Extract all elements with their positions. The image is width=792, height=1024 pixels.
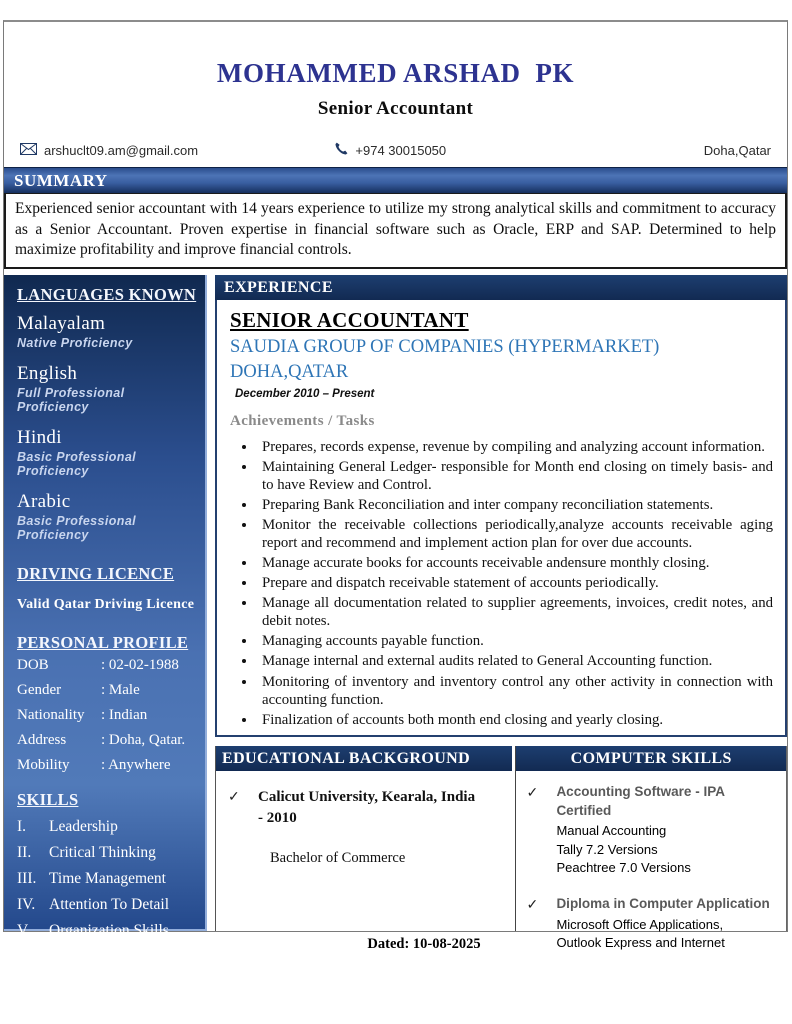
language-item	[17, 313, 197, 350]
check-icon: ✓	[526, 896, 539, 912]
email-icon	[20, 143, 37, 158]
language-item	[17, 363, 197, 414]
tasks-heading: Achievements / Tasks	[230, 412, 375, 429]
skill-item	[17, 818, 197, 836]
profile-row	[17, 657, 197, 674]
contact-row	[4, 142, 787, 158]
skill-label: Organization Skills	[49, 921, 169, 939]
contact-email	[20, 143, 335, 158]
language-name: English	[17, 362, 78, 384]
education-heading: EDUCATIONAL BACKGROUND	[216, 746, 512, 771]
education-detail: Bachelor of Commerce	[270, 850, 406, 867]
education-content	[216, 771, 512, 868]
check-icon: ✓	[526, 783, 539, 800]
skill-item	[17, 870, 197, 888]
experience-bullet: • Maintaining General Ledger- responsible for Month end closing on timely basis- and to have Review and Control.	[257, 458, 773, 494]
languages-heading: LANGUAGES KNOWN	[17, 284, 197, 304]
skill-label: Leadership	[49, 817, 118, 835]
skill-label: Time Management	[49, 869, 166, 887]
profile-label: Address	[17, 731, 67, 748]
cs-group-diploma	[526, 895, 782, 914]
profile-label: Nationality	[17, 706, 85, 723]
experience-company-line1: SAUDIA GROUP OF COMPANIES (HYPERMARKET)	[230, 336, 660, 357]
languages-list	[17, 313, 197, 542]
experience-bullet: • Prepare and dispatch receivable statement of accounts periodically.	[257, 574, 773, 592]
experience-bullet: • Monitoring of inventory and inventory control any other activity in connection with accounting function.	[257, 673, 773, 709]
profile-row	[17, 682, 197, 699]
computer-skills-box	[515, 746, 787, 951]
experience-bullet: • Manage accurate books for accounts receivable andensure monthly closing.	[257, 554, 773, 572]
dated-footer: Dated: 10-08-2025	[367, 936, 481, 952]
driving-text: Valid Qatar Driving Licence	[17, 596, 195, 612]
experience-company-line2: DOHA,QATAR	[230, 362, 349, 383]
language-name: Hindi	[17, 426, 62, 448]
profile-value: : 02-02-1988	[101, 656, 179, 673]
experience-bullet: • Prepares, records expense, revenue by compiling and analyzing account information.	[257, 438, 773, 456]
experience-bullet: • Manage all documentation related to supplier agreements, invoices, credit notes, and debit notes.	[257, 594, 773, 630]
profile-list	[17, 657, 197, 774]
experience-job-title: SENIOR ACCOUNTANT	[230, 307, 469, 332]
contact-location: Doha,Qatar	[703, 142, 771, 158]
experience-bullet: • Manage internal and external audits related to General Accounting function.	[257, 652, 773, 670]
cs-group-title: Accounting Software - IPA Certified	[556, 783, 725, 818]
computer-skills-heading: COMPUTER SKILLS	[516, 746, 786, 771]
skill-numeral: IV.	[17, 895, 36, 913]
education-box	[215, 746, 512, 931]
skill-numeral: III.	[17, 869, 37, 887]
experience-heading: EXPERIENCE	[215, 275, 787, 300]
profile-heading: PERSONAL PROFILE	[17, 632, 189, 652]
cs-group-items	[556, 822, 782, 877]
experience-bullets	[230, 438, 773, 729]
profile-row	[17, 757, 197, 774]
skill-item	[17, 844, 197, 862]
skill-label: Delegating Task	[49, 947, 150, 965]
cs-group-accounting	[526, 783, 782, 821]
language-level: Basic Professional Proficiency	[17, 449, 137, 478]
cs-item: Tally 7.2 Versions	[556, 841, 658, 857]
candidate-name: MOHAMMED ARSHAD PK	[216, 58, 575, 88]
sidebar	[4, 275, 207, 965]
skill-numeral: V.	[17, 921, 31, 939]
cs-item: Manual Accounting	[556, 823, 667, 839]
skill-numeral: II.	[17, 843, 32, 861]
experience-bullet: • Managing accounts payable function.	[257, 632, 773, 650]
education-title: Calicut University, Kearala, India - 2010	[258, 788, 476, 827]
profile-label: DOB	[17, 656, 49, 673]
profile-value: : Anywhere	[101, 756, 171, 773]
profile-label: Gender	[17, 681, 62, 698]
language-level: Basic Professional Proficiency	[17, 513, 137, 542]
cs-item: Microsoft Office Applications,	[556, 916, 724, 932]
skill-label: Critical Thinking	[49, 843, 156, 861]
language-item	[17, 491, 197, 542]
language-level: Full Professional Proficiency	[17, 385, 125, 414]
skills-heading: SKILLS	[17, 789, 79, 809]
phone-text: +974 30015050	[355, 142, 447, 158]
skill-label: Attention To Detail	[49, 895, 170, 913]
phone-icon	[335, 142, 348, 158]
skill-numeral: VI.	[17, 947, 38, 965]
candidate-title: Senior Accountant	[317, 98, 474, 119]
cs-group-title: Diploma in Computer Application	[556, 896, 770, 911]
profile-value: : Doha, Qatar.	[101, 731, 186, 748]
language-name: Arabic	[17, 490, 71, 512]
summary-text: Experienced senior accountant with 14 years experience to utilize my strong analytical skills and commitment to accuracy as a Senior Accountant. Proven expertise in financial software such as Oracle, ERP and SAP. Determined to help maximize profitability and improve financial controls.	[4, 193, 787, 269]
experience-body	[215, 300, 787, 737]
language-item	[17, 427, 197, 478]
experience-dates: December 2010 – Present	[235, 387, 375, 400]
driving-heading: DRIVING LICENCE	[17, 563, 175, 583]
email-text: arshuclt09.am@gmail.com	[44, 142, 199, 158]
profile-row	[17, 707, 197, 724]
summary-heading: SUMMARY	[4, 167, 787, 193]
cs-item: Peachtree 7.0 Versions	[556, 859, 691, 875]
experience-bullet: • Monitor the receivable collections periodically,analyze accounts receivable aging report and recommend and implement action plan for over due accounts.	[257, 516, 773, 552]
profile-row	[17, 732, 197, 749]
skill-numeral: I.	[17, 817, 27, 835]
language-level: Native Proficiency	[17, 335, 133, 350]
experience-bullet: • Preparing Bank Reconciliation and inter company reconciliation statements.	[257, 496, 773, 514]
profile-value: : Indian	[101, 706, 148, 723]
check-icon: ✓	[228, 787, 240, 804]
education-item	[228, 787, 502, 831]
experience-bullet: • Finalization of accounts both month end closing and yearly closing.	[257, 711, 773, 729]
profile-label: Mobility	[17, 756, 70, 773]
cs-item: Outlook Express and Internet	[556, 935, 725, 951]
profile-value: : Male	[101, 681, 140, 698]
contact-phone	[335, 142, 583, 158]
skill-item	[17, 896, 197, 914]
language-name: Malayalam	[17, 312, 106, 334]
